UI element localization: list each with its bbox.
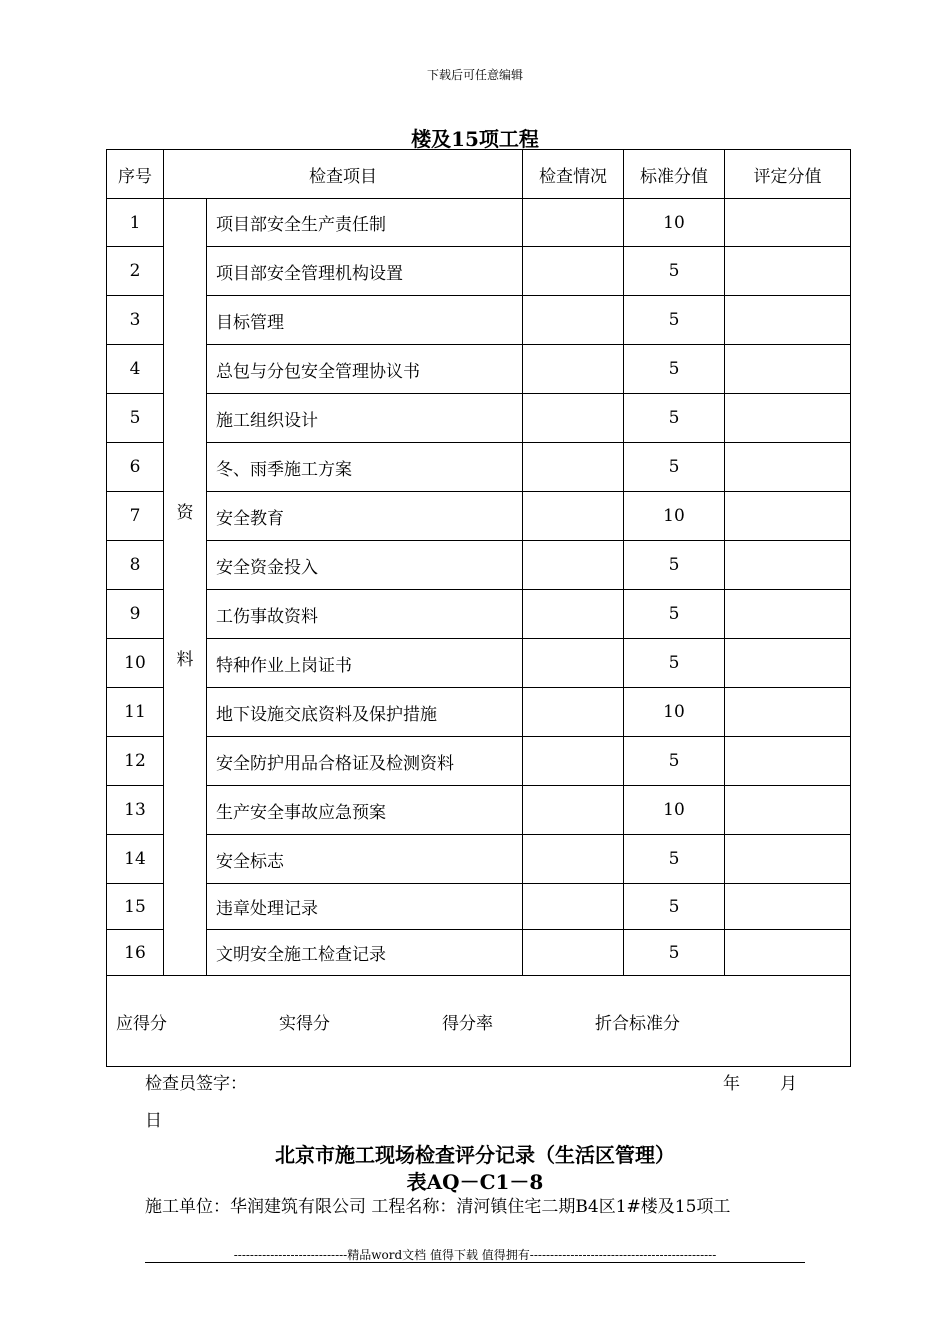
- summary-row: [107, 976, 851, 1067]
- row-eval-score[interactable]: [725, 590, 851, 639]
- row-std-score: 5: [624, 737, 725, 786]
- row-status[interactable]: [523, 590, 624, 639]
- row-std-score: 5: [624, 296, 725, 345]
- row-eval-score[interactable]: [725, 930, 851, 976]
- row-status[interactable]: [523, 737, 624, 786]
- table-row: [107, 639, 851, 688]
- row-eval-score[interactable]: [725, 443, 851, 492]
- row-eval-score[interactable]: [725, 786, 851, 835]
- table-row: [107, 835, 851, 884]
- row-status[interactable]: [523, 930, 624, 976]
- row-status[interactable]: [523, 786, 624, 835]
- row-std-score: 5: [624, 247, 725, 296]
- row-item: 生产安全事故应急预案: [207, 786, 523, 835]
- header-std-score: 标准分值: [624, 150, 725, 199]
- inspection-score-table: [106, 149, 851, 1067]
- footer-rule: [145, 1262, 805, 1263]
- category-char: 资: [176, 503, 194, 523]
- table-row: [107, 443, 851, 492]
- header-status: 检查情况: [523, 150, 624, 199]
- row-std-score: 10: [624, 786, 725, 835]
- table-row: [107, 930, 851, 976]
- row-number: 13: [107, 786, 164, 835]
- row-number: 8: [107, 541, 164, 590]
- row-status[interactable]: [523, 688, 624, 737]
- sign-year-label: 年: [723, 1074, 740, 1094]
- row-item: 地下设施交底资料及保护措施: [207, 688, 523, 737]
- table-row: [107, 296, 851, 345]
- row-eval-score[interactable]: [725, 688, 851, 737]
- row-std-score: 5: [624, 443, 725, 492]
- row-eval-score[interactable]: [725, 247, 851, 296]
- row-std-score: 5: [624, 345, 725, 394]
- row-number: 1: [107, 199, 164, 247]
- row-number: 15: [107, 884, 164, 930]
- table-row: [107, 688, 851, 737]
- sign-day-label: 日: [145, 1111, 162, 1131]
- row-item: 冬、雨季施工方案: [207, 443, 523, 492]
- row-status[interactable]: [523, 394, 624, 443]
- summary-converted-label: 折合标准分: [595, 1013, 680, 1034]
- summary-actual-label: 实得分: [279, 1013, 330, 1034]
- header-seq: 序号: [107, 150, 164, 199]
- row-item: 文明安全施工检查记录: [207, 930, 523, 976]
- summary-rate-label: 得分率: [442, 1013, 493, 1034]
- record-title: 北京市施工现场检查评分记录（生活区管理）: [275, 1143, 675, 1167]
- row-status[interactable]: [523, 492, 624, 541]
- table-row: [107, 247, 851, 296]
- row-std-score: 10: [624, 492, 725, 541]
- row-item: 违章处理记录: [207, 884, 523, 930]
- table-row: [107, 345, 851, 394]
- row-status[interactable]: [523, 296, 624, 345]
- inspector-signature-label: 检查员签字：: [145, 1074, 247, 1094]
- row-number: 9: [107, 590, 164, 639]
- row-status[interactable]: [523, 247, 624, 296]
- row-item: 安全防护用品合格证及检测资料: [207, 737, 523, 786]
- row-eval-score[interactable]: [725, 345, 851, 394]
- row-item: 目标管理: [207, 296, 523, 345]
- row-number: 4: [107, 345, 164, 394]
- row-number: 7: [107, 492, 164, 541]
- row-eval-score[interactable]: [725, 199, 851, 247]
- sign-date: [723, 1069, 837, 1094]
- row-eval-score[interactable]: [725, 835, 851, 884]
- row-item: 总包与分包安全管理协议书: [207, 345, 523, 394]
- row-eval-score[interactable]: [725, 296, 851, 345]
- row-status[interactable]: [523, 639, 624, 688]
- table-header-row: [107, 150, 851, 199]
- table-row: [107, 492, 851, 541]
- row-std-score: 5: [624, 394, 725, 443]
- row-number: 16: [107, 930, 164, 976]
- row-status[interactable]: [523, 443, 624, 492]
- row-eval-score[interactable]: [725, 737, 851, 786]
- row-number: 14: [107, 835, 164, 884]
- row-number: 12: [107, 737, 164, 786]
- row-eval-score[interactable]: [725, 492, 851, 541]
- row-item: 安全资金投入: [207, 541, 523, 590]
- row-item: 安全标志: [207, 835, 523, 884]
- table-row: [107, 394, 851, 443]
- row-number: 5: [107, 394, 164, 443]
- row-status[interactable]: [523, 541, 624, 590]
- table-row: [107, 541, 851, 590]
- table-row: [107, 737, 851, 786]
- row-number: 10: [107, 639, 164, 688]
- row-eval-score[interactable]: [725, 541, 851, 590]
- row-std-score: 5: [624, 930, 725, 976]
- row-item: 安全教育: [207, 492, 523, 541]
- row-eval-score[interactable]: [725, 639, 851, 688]
- row-item: 工伤事故资料: [207, 590, 523, 639]
- row-number: 2: [107, 247, 164, 296]
- row-number: 6: [107, 443, 164, 492]
- header-item: 检查项目: [164, 150, 523, 199]
- row-number: 3: [107, 296, 164, 345]
- row-eval-score[interactable]: [725, 394, 851, 443]
- row-status[interactable]: [523, 884, 624, 930]
- category-cell: [164, 199, 207, 976]
- sign-month-label: 月: [780, 1074, 797, 1094]
- category-char: 料: [176, 650, 194, 670]
- row-std-score: 10: [624, 688, 725, 737]
- table-row: [107, 786, 851, 835]
- row-status[interactable]: [523, 835, 624, 884]
- header-eval-score: 评定分值: [725, 150, 851, 199]
- row-std-score: 5: [624, 639, 725, 688]
- row-std-score: 5: [624, 884, 725, 930]
- row-item: 项目部安全生产责任制: [207, 199, 523, 247]
- row-item: 施工组织设计: [207, 394, 523, 443]
- table-row: [107, 199, 851, 247]
- table-row: [107, 884, 851, 930]
- form-code: 表AQ－C1－8: [406, 1170, 544, 1194]
- page-title-top: 楼及15项工程: [411, 127, 539, 151]
- row-std-score: 5: [624, 590, 725, 639]
- row-status[interactable]: [523, 199, 624, 247]
- row-eval-score[interactable]: [725, 884, 851, 930]
- table-row: [107, 590, 851, 639]
- row-item: 项目部安全管理机构设置: [207, 247, 523, 296]
- row-item: 特种作业上岗证书: [207, 639, 523, 688]
- row-std-score: 10: [624, 199, 725, 247]
- row-status[interactable]: [523, 345, 624, 394]
- summary-cell: [107, 976, 851, 1067]
- unit-line: 施工单位：华润建筑有限公司 工程名称：清河镇住宅二期B4区1#楼及15项工: [145, 1197, 731, 1217]
- table-body: [107, 199, 851, 976]
- row-std-score: 5: [624, 835, 725, 884]
- row-std-score: 5: [624, 541, 725, 590]
- row-number: 11: [107, 688, 164, 737]
- header-note: 下载后可任意编辑: [426, 68, 523, 82]
- footer-text: ----------------------------精品word文档 值得下载 值得拥有----------------------------------------------: [233, 1248, 717, 1262]
- summary-due-label: 应得分: [116, 1013, 167, 1034]
